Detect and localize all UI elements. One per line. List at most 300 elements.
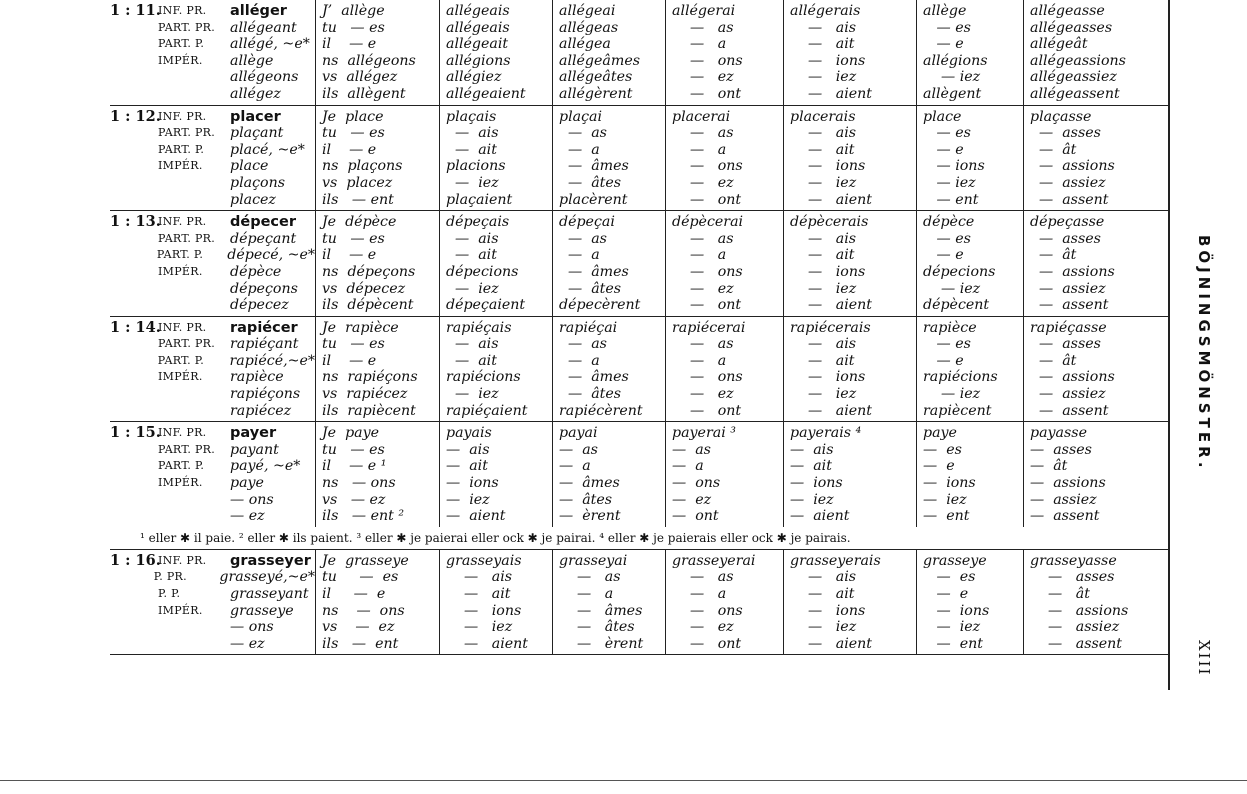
label-line: [110, 320, 315, 337]
conjugated-form: il — e: [322, 247, 377, 264]
tense-column: [439, 422, 552, 527]
conjugated-form: ils dépècent: [322, 297, 414, 314]
tense-column: [783, 317, 916, 422]
conjugated-form: — iez: [923, 69, 981, 86]
conjugated-form: ils — ent ²: [322, 508, 405, 525]
conjugated-form: — asses: [1030, 569, 1115, 586]
verb-label-column: [110, 211, 315, 316]
conjugated-form: payerai ³: [672, 425, 736, 442]
tense-column: [552, 422, 665, 527]
conjugated-form: plaçai: [559, 108, 603, 125]
conjugated-form: payerais ⁴: [790, 425, 862, 442]
conjugated-form: — ât: [1030, 352, 1077, 369]
conjugated-form: — ât: [1030, 586, 1090, 602]
label-line: [110, 603, 315, 620]
running-head: BÖJNINGSMÖNSTER.: [1195, 235, 1213, 472]
form-tag: INF. PR.: [158, 4, 207, 17]
conjugated-form: — es: [923, 125, 971, 142]
form-tag: INF. PR.: [158, 553, 207, 567]
form-tag: [158, 192, 230, 209]
conjugation-row: [110, 550, 1168, 655]
conjugated-form: — asses: [1030, 441, 1092, 458]
pattern-number: [110, 475, 158, 492]
conjugated-form: payais: [446, 425, 492, 442]
form-tag: IMPÉR.: [158, 53, 203, 67]
pattern-number: [110, 158, 158, 175]
conjugated-form: ns — ons: [322, 602, 405, 619]
tense-column: [439, 0, 552, 105]
conjugated-form: dépeçasse: [1030, 214, 1105, 231]
conjugated-form: — âmes: [559, 475, 620, 492]
tense-column: [1023, 0, 1168, 105]
conjugated-form: payasse: [1030, 425, 1087, 442]
conjugated-form: ns dépeçons: [322, 263, 416, 280]
tense-column: [315, 422, 439, 527]
form-tag: INF. PR.: [158, 320, 207, 334]
conjugated-form: — e: [923, 458, 955, 475]
verb-form: rapiécez: [230, 402, 292, 419]
form-tag: PART. PR.: [158, 231, 216, 245]
conjugated-form: — iez: [923, 491, 967, 508]
label-line: [110, 3, 315, 20]
conjugation-section: [110, 550, 1168, 656]
conjugated-form: dépecions: [923, 263, 996, 280]
verb-form: grasseyé,~e*: [219, 569, 315, 586]
form-tag: PART. PR.: [158, 126, 216, 140]
verb-form: plaçant: [230, 125, 284, 142]
conjugated-form: — ont: [672, 191, 742, 208]
conjugated-form: — ais: [790, 336, 857, 353]
conjugated-form: — ez: [672, 619, 734, 636]
conjugated-form: dépècerais: [790, 214, 869, 231]
label-line: [110, 69, 315, 86]
label-line: [110, 569, 315, 586]
conjugated-form: dépèce: [923, 214, 975, 231]
conjugated-form: plaçasse: [1030, 108, 1092, 125]
conjugated-form: — ions: [790, 52, 866, 69]
conjugated-form: — ont: [672, 635, 742, 652]
tense-column: [783, 211, 916, 316]
conjugated-form: — âtes: [559, 386, 622, 403]
conjugation-section: [110, 317, 1168, 423]
tense-column: [783, 0, 916, 105]
conjugated-form: — assent: [1030, 402, 1109, 419]
conjugated-form: rapiécèrent: [559, 402, 643, 419]
tense-column: [1023, 550, 1168, 655]
verb-form: — ez: [230, 508, 265, 525]
conjugated-form: — aient: [790, 508, 850, 525]
conjugated-form: — a: [672, 141, 727, 158]
tense-column: [1023, 422, 1168, 527]
conjugated-form: — âmes: [559, 263, 629, 280]
conjugated-form: — asses: [1030, 230, 1101, 247]
tense-column: [439, 317, 552, 422]
verb-form: allégeant: [230, 19, 297, 36]
conjugated-form: Je dépèce: [322, 214, 397, 231]
conjugated-form: — e: [923, 352, 964, 369]
conjugated-form: — a: [672, 352, 727, 369]
conjugated-form: — aient: [790, 402, 872, 419]
verb-label-column: [110, 106, 315, 211]
form-tag: IMPÉR.: [158, 476, 203, 490]
conjugated-form: Je place: [322, 108, 384, 125]
conjugated-form: rapiécerais: [790, 319, 871, 336]
form-tag: INF. PR.: [158, 109, 207, 123]
verb-form: allégé, ~e*: [230, 36, 310, 53]
form-tag: P. PR.: [153, 570, 187, 584]
label-line: [110, 386, 315, 403]
pattern-number: 1 : 12.: [110, 107, 161, 125]
conjugated-form: — ons: [672, 263, 743, 280]
conjugated-form: il — e ¹: [322, 458, 387, 475]
conjugated-form: placerais: [790, 108, 856, 125]
conjugated-form: rapiéçais: [446, 319, 512, 336]
tense-column: [315, 550, 439, 655]
form-tag: PART. P.: [156, 248, 204, 262]
conjugated-form: ils — ent: [322, 635, 399, 652]
form-tag: IMPÉR.: [158, 603, 203, 617]
conjugated-form: — ait: [446, 247, 497, 264]
conjugated-form: — ez: [672, 174, 734, 191]
conjugated-form: — ait: [446, 458, 488, 475]
verb-label-column: [110, 0, 315, 105]
conjugated-form: — ez: [672, 386, 734, 403]
form-tag: [158, 508, 230, 525]
tense-column: [552, 317, 665, 422]
conjugated-form: J’ allège: [322, 3, 385, 19]
conjugated-form: — ez: [672, 491, 712, 508]
tense-column: [665, 422, 783, 527]
pattern-number: [110, 247, 157, 264]
label-line: [110, 214, 315, 231]
pattern-number: [110, 619, 158, 636]
pattern-number: [110, 125, 158, 142]
conjugated-form: tu — es: [322, 569, 399, 586]
pattern-number: [110, 264, 158, 281]
conjugated-form: — ais: [446, 569, 513, 586]
conjugated-form: — ions: [790, 158, 866, 175]
conjugated-form: — iez: [790, 174, 857, 191]
conjugated-form: — iez: [923, 280, 981, 297]
pattern-number: [110, 69, 158, 86]
conjugated-form: placerai: [672, 108, 731, 125]
tense-column: [315, 317, 439, 422]
verb-form: grasseyant: [230, 586, 309, 602]
conjugated-form: allégions: [923, 52, 988, 69]
form-tag: IMPÉR.: [158, 370, 203, 384]
form-tag: PART. PR.: [158, 337, 216, 351]
verb-form: dépeçons: [230, 280, 298, 297]
conjugated-form: — ions: [923, 602, 990, 619]
conjugated-form: — âmes: [559, 158, 629, 175]
label-line: [110, 636, 315, 653]
tense-column: [916, 422, 1023, 527]
label-line: [110, 492, 315, 509]
verb-form: grasseye: [230, 602, 294, 619]
conjugated-form: — ions: [446, 602, 522, 619]
conjugated-form: — assiez: [1030, 386, 1106, 403]
conjugated-form: ils — ent: [322, 191, 394, 208]
conjugated-form: placions: [446, 158, 506, 175]
conjugated-form: — iez: [923, 619, 981, 636]
conjugated-form: allégeai: [559, 3, 616, 19]
conjugated-form: — ions: [790, 602, 866, 619]
conjugated-form: — assiez: [1030, 280, 1106, 297]
tense-column: [665, 0, 783, 105]
conjugated-form: — ais: [790, 569, 857, 586]
conjugated-form: — ont: [672, 85, 742, 102]
conjugated-form: — ait: [790, 458, 832, 475]
conjugated-form: — a: [672, 586, 727, 602]
conjugated-form: allégeassent: [1030, 85, 1120, 102]
conjugated-form: — ais: [790, 125, 857, 142]
conjugation-row: [110, 106, 1168, 211]
verb-form: payant: [230, 441, 279, 458]
conjugated-form: allégeât: [1030, 36, 1088, 53]
conjugated-form: allégiez: [446, 69, 502, 86]
conjugated-form: allégeassions: [1030, 52, 1126, 69]
conjugated-form: grasseyais: [446, 552, 522, 569]
conjugated-form: — âmes: [559, 369, 629, 386]
conjugated-form: allégeasses: [1030, 19, 1113, 36]
tense-column: [1023, 317, 1168, 422]
conjugated-form: — iez: [790, 69, 857, 86]
conjugated-form: — âmes: [559, 602, 643, 619]
pattern-number: [110, 336, 158, 353]
form-tag: [158, 403, 230, 420]
conjugated-form: ils allègent: [322, 85, 406, 102]
pattern-number: [110, 442, 158, 459]
label-line: [110, 475, 315, 492]
conjugated-form: — assiez: [1030, 619, 1120, 636]
conjugated-form: placèrent: [559, 191, 628, 208]
tense-column: [916, 550, 1023, 655]
form-tag: P. P.: [158, 587, 181, 600]
pattern-number: [110, 508, 158, 525]
pattern-number: 1 : 16.: [110, 551, 161, 569]
label-line: [110, 553, 315, 570]
conjugated-form: rapièce: [923, 319, 977, 336]
verb-form: place: [230, 158, 269, 175]
conjugated-form: rapiéçaient: [446, 402, 528, 419]
conjugated-form: grasseye: [923, 552, 987, 569]
conjugated-form: allégeâtes: [559, 69, 633, 86]
conjugated-form: il — e: [322, 352, 377, 369]
conjugated-form: — a: [672, 247, 727, 264]
tense-column: [552, 106, 665, 211]
pattern-number: [110, 53, 158, 70]
verb-form: dépeçant: [230, 230, 297, 247]
form-tag: INF. PR.: [158, 426, 207, 440]
conjugated-form: — ions: [923, 158, 985, 175]
tense-column: [315, 106, 439, 211]
pattern-number: [110, 192, 158, 209]
conjugated-form: — èrent: [559, 508, 621, 525]
label-line: [110, 297, 315, 314]
conjugated-form: vs rapiécez: [322, 386, 408, 403]
conjugated-form: — asses: [1030, 125, 1101, 142]
tense-column: [315, 211, 439, 316]
pattern-number: [110, 86, 158, 103]
pattern-number: [110, 297, 158, 314]
verb-form: rapiécé,~e*: [229, 352, 315, 369]
conjugated-form: ils rapiècent: [322, 402, 416, 419]
conjugated-form: — aient: [790, 635, 872, 652]
pattern-number: 1 : 11.: [110, 2, 161, 19]
conjugated-form: — iez: [446, 280, 499, 297]
tense-column: [1023, 211, 1168, 316]
conjugated-form: — as: [672, 19, 734, 36]
conjugated-form: — ont: [672, 297, 742, 314]
conjugated-form: vs dépecez: [322, 280, 406, 297]
conjugated-form: — as: [672, 125, 734, 142]
verb-form: dépecez: [230, 297, 289, 314]
label-line: [110, 109, 315, 126]
conjugated-form: allégeassiez: [1030, 69, 1117, 86]
conjugated-form: — iez: [923, 174, 976, 191]
verb-form: allégeons: [230, 69, 299, 86]
conjugated-form: — as: [559, 230, 607, 247]
conjugated-form: — as: [672, 441, 711, 458]
conjugated-form: rapiéçasse: [1030, 319, 1107, 336]
conjugation-table: [110, 0, 1168, 655]
conjugated-form: — es: [923, 230, 971, 247]
pattern-number: [110, 36, 158, 53]
conjugated-form: allégions: [446, 52, 511, 69]
conjugated-form: — ais: [790, 441, 834, 458]
label-line: [110, 247, 315, 264]
label-line: [110, 142, 315, 159]
conjugated-form: — as: [559, 569, 621, 586]
conjugated-form: dépècent: [923, 297, 990, 314]
conjugated-form: — ais: [790, 19, 857, 36]
conjugated-form: allégerais: [790, 3, 861, 19]
conjugated-form: — ât: [1030, 247, 1077, 264]
verb-form: allège: [230, 52, 274, 69]
conjugated-form: grasseyerai: [672, 552, 756, 569]
verb-label-column: [110, 422, 315, 527]
form-tag: IMPÉR.: [158, 264, 203, 278]
conjugated-form: — ait: [790, 247, 855, 264]
conjugated-form: — es: [923, 441, 962, 458]
conjugated-form: — asses: [1030, 336, 1101, 353]
tense-column: [916, 317, 1023, 422]
infinitive: dépecer: [230, 214, 297, 231]
form-tag: [158, 636, 230, 653]
conjugated-form: — iez: [446, 174, 499, 191]
form-tag: [158, 281, 230, 298]
conjugated-form: — a: [559, 458, 591, 475]
infinitive: grasseyer: [230, 552, 311, 569]
conjugation-section: [110, 211, 1168, 317]
conjugation-row: [110, 317, 1168, 422]
conjugated-form: — as: [672, 230, 734, 247]
tense-column: [439, 106, 552, 211]
conjugated-form: — es: [923, 19, 971, 36]
form-tag: [158, 69, 230, 86]
form-tag: INF. PR.: [158, 215, 207, 229]
verb-form: rapièce: [230, 369, 284, 386]
tense-column: [552, 550, 665, 655]
page-number: XIII: [1195, 640, 1213, 677]
verb-label-column: [110, 550, 315, 655]
infinitive: rapiécer: [230, 319, 298, 336]
conjugated-form: — iez: [790, 386, 857, 403]
conjugated-form: — ais: [446, 441, 490, 458]
conjugated-form: — ait: [446, 586, 511, 602]
conjugated-form: tu — es: [322, 336, 385, 353]
infinitive: alléger: [230, 3, 287, 19]
conjugated-form: — ait: [790, 36, 855, 53]
conjugated-form: rapiécions: [923, 369, 998, 386]
conjugated-form: rapiécerai: [672, 319, 746, 336]
conjugated-form: allégeasse: [1030, 3, 1105, 19]
tense-column: [439, 550, 552, 655]
verb-form: dépecé, ~e*: [227, 247, 315, 264]
conjugated-form: rapiècent: [923, 402, 992, 419]
tense-column: [916, 211, 1023, 316]
conjugated-form: allégèrent: [559, 85, 633, 102]
tense-column: [665, 317, 783, 422]
conjugated-form: — iez: [790, 491, 834, 508]
conjugated-form: — assions: [1030, 602, 1129, 619]
form-tag: PART. P.: [157, 353, 205, 367]
conjugated-form: — a: [559, 352, 600, 369]
conjugated-form: il — e: [322, 36, 377, 53]
conjugated-form: allégeais: [446, 19, 510, 36]
conjugated-form: grasseyerais: [790, 552, 881, 569]
infinitive: payer: [230, 425, 277, 442]
conjugated-form: — aient: [790, 297, 872, 314]
verb-form: — ons: [230, 619, 274, 636]
conjugated-form: tu — es: [322, 19, 385, 36]
conjugated-form: — iez: [446, 619, 513, 636]
verb-label-column: [110, 317, 315, 422]
conjugated-form: — a: [559, 141, 600, 158]
conjugated-form: il — e: [322, 586, 386, 602]
pattern-number: [110, 353, 158, 370]
conjugated-form: dépecions: [446, 263, 519, 280]
label-line: [110, 425, 315, 442]
pattern-number: 1 : 15.: [110, 424, 161, 442]
conjugated-form: — iez: [923, 386, 981, 403]
conjugated-form: plaçaient: [446, 191, 513, 208]
conjugated-form: — ait: [446, 141, 497, 158]
form-tag: PART. P.: [158, 459, 205, 473]
conjugated-form: il — e: [322, 141, 377, 158]
conjugated-form: — ions: [446, 475, 499, 492]
label-line: [110, 508, 315, 525]
conjugated-form: allégeas: [559, 19, 619, 36]
conjugated-form: ns plaçons: [322, 158, 403, 175]
pattern-number: 1 : 13.: [110, 213, 161, 231]
conjugated-form: — ons: [672, 369, 743, 386]
label-line: [110, 175, 315, 192]
conjugated-form: — a: [559, 247, 600, 264]
label-line: [110, 192, 315, 209]
label-line: [110, 36, 315, 53]
conjugated-form: — iez: [446, 386, 499, 403]
tense-column: [916, 0, 1023, 105]
pattern-number: 1 : 14.: [110, 318, 161, 336]
conjugated-form: ns — ons: [322, 475, 396, 492]
form-tag: [158, 492, 230, 509]
verb-form: placez: [230, 191, 276, 208]
conjugated-form: — a: [559, 586, 614, 602]
conjugated-form: — e: [923, 586, 969, 602]
conjugated-form: — ons: [672, 602, 743, 619]
conjugated-form: dépeçai: [559, 214, 615, 231]
